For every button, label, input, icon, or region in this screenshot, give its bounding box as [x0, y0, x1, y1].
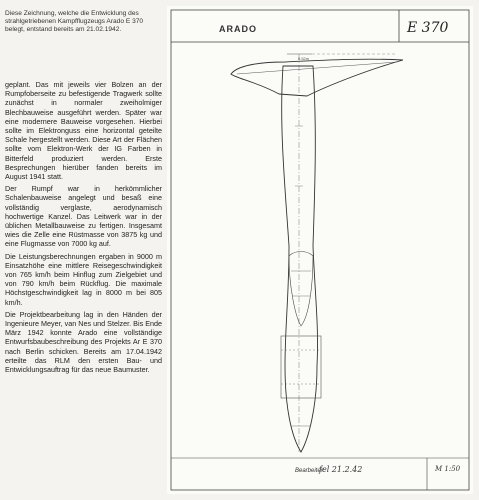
sheet-border: [171, 10, 469, 490]
article-body: [5, 80, 162, 374]
footer-scale: M 1:50: [435, 465, 461, 473]
paragraph: Der Rumpf war in herkömmlicher Schalenbauweise angelegt und besaß eine vollständig verglaste, aerodynamisch hochwertige Kanzel. Das Leitwerk war in der üblichen Metallbauweise zu fertigen. Insgesamt wies die Zelle eine Rüstmasse von 3875 kg und eine Flugmasse von 7000 kg auf.: [5, 184, 162, 249]
footer-label: Bearbeiter:: [295, 468, 325, 474]
stabilizer-spar: [237, 62, 397, 74]
paragraph: Die Leistungsberechnungen ergaben in 9000 m Einsatzhöhe eine mittlere Reisegeschwindigkeit von 765 km/h beim Hinflug zum Zielgebiet und von 790 km/h beim Rückflug. Die maximale Höchstgeschwindigkeit lag in 8000 m bei 805 km/h.: [5, 251, 162, 307]
horizontal-stabilizer: [231, 59, 403, 96]
footer-signature: fel 21.2.42: [319, 465, 363, 474]
aircraft-side-view-drawing: [167, 6, 473, 494]
canopy-outline: [289, 252, 313, 327]
figure-caption: Diese Zeichnung, welche die Entwicklung des strahlgetriebenen Kampfflugzeugs Arado E 370 belegt, entstand bereits am 21.02.1942.: [5, 10, 144, 33]
tail-dimension-label: 0.52m: [298, 56, 310, 61]
paragraph: Die Projektbearbeitung lag in den Händen der Ingenieure Meyer, van Nes und Stelzer. Bis Ende März 1942 konnte Arado eine vollständige Entwurfsbaubeschreibung des Projekts Ar E 370 nach Berlin schicken. Bereits am 17.04.1942 erteilte das RLM den ersten Bau- und Entwicklungsauftrag für das neue Baumuster.: [5, 309, 162, 375]
wing-root-section: [281, 336, 321, 398]
fuselage-outline: [282, 66, 318, 452]
paragraph: geplant. Das mit jeweils vier Bolzen an der Rumpfoberseite zu befestigende Tragwerk sollte zunächst in normaler zweiholmiger Blechbauweise ausgeführt werden. Später war eine modernere Bauweise vorgesehen. Hierbei sollte im Elektronguss eine horizontal geteilte Schale hergestellt werden. Diese Art der Flächen sollte vom Elektron-Werk der IG Farben in Bitterfeld produziert werden. Erste Besprechungen hierüber fanden bereits im August 1941 statt.: [5, 80, 162, 182]
technical-drawing-sheet: [167, 6, 473, 494]
drawing-type-label: E 370: [407, 20, 449, 36]
drawing-company: ARADO: [219, 24, 257, 34]
